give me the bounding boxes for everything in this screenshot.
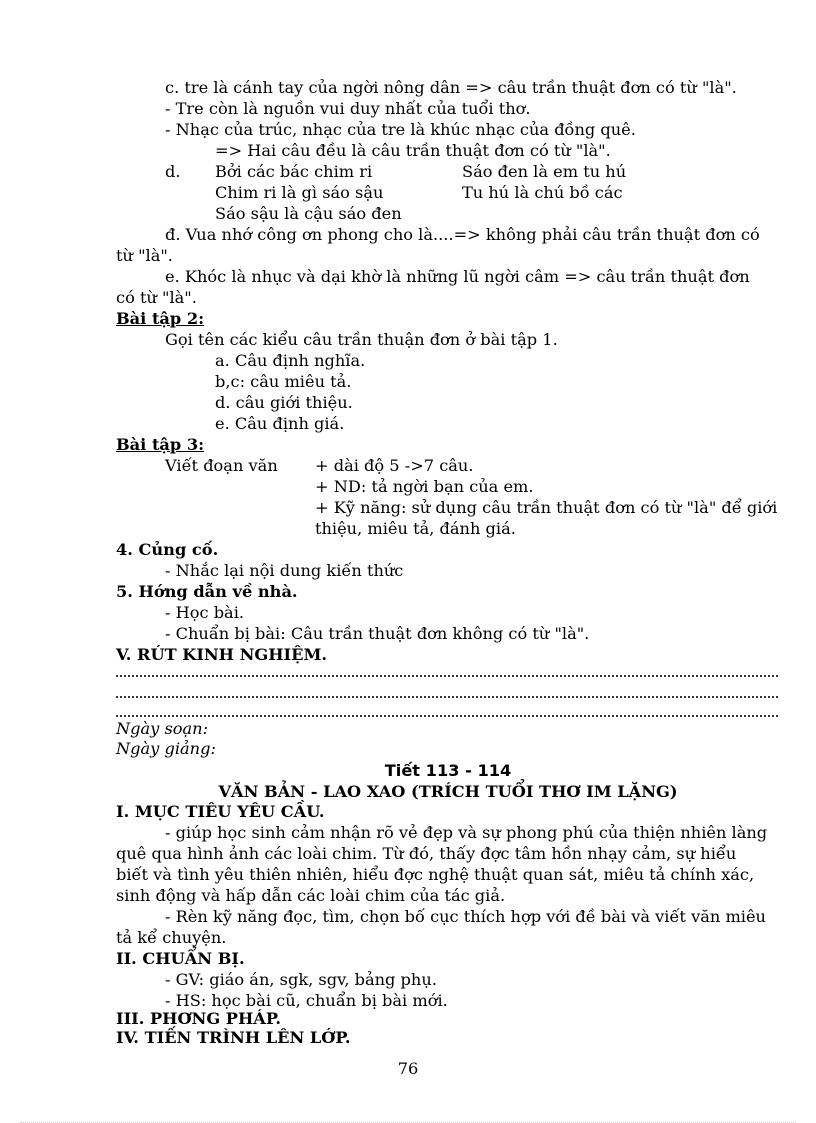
text-line: c. tre là cánh tay của ngời nông dân => câu trần thuật đơn có từ "là". xyxy=(165,78,737,97)
list-item: b,c: câu miêu tả. xyxy=(215,372,352,391)
text-line: - Nhạc của trúc, nhạc của tre là khúc nhạc của đồng quê. xyxy=(165,120,636,139)
item-label: d. xyxy=(165,162,181,181)
text-line: => Hai câu đều là câu trần thuật đơn có từ "là". xyxy=(215,141,611,160)
poem-line: Tu hú là chú bồ các xyxy=(462,183,623,202)
poem-line: Sáo sậu là cậu sáo đen xyxy=(215,204,402,223)
text-line: tả kể chuyện. xyxy=(116,928,227,947)
section-heading: III. PHƠNG PHÁP. xyxy=(116,1009,281,1028)
text-line: e. Khóc là nhục và dại khờ là những lũ ngời câm => câu trần thuật đơn xyxy=(165,267,750,286)
lesson-title: VĂN BẢN - LAO XAO (TRÍCH TUỔI THƠ IM LẶNG) xyxy=(218,782,678,801)
text-line: - Tre còn là nguồn vui duy nhất của tuổi thơ. xyxy=(165,99,531,118)
text-line: Gọi tên các kiểu câu trần thuận đơn ở bài tập 1. xyxy=(165,330,558,349)
text-line: đ. Vua nhớ công ơn phong cho là....=> không phải câu trần thuật đơn có xyxy=(165,225,760,244)
list-item: + Kỹ năng: sử dụng câu trần thuật đơn có từ "là" để giới xyxy=(315,498,778,517)
exercise-3-heading: Bài tập 3: xyxy=(116,435,205,454)
section-heading: I. MỤC TIÊU YÊU CẦU. xyxy=(116,802,325,821)
list-item: + ND: tả ngời bạn của em. xyxy=(315,477,534,496)
list-item: d. câu giới thiệu. xyxy=(215,393,353,412)
dotted-line xyxy=(116,673,778,677)
poem-line: Sáo đen là em tu hú xyxy=(462,162,627,181)
text-line: Viết đoạn văn xyxy=(165,456,278,475)
section-heading: IV. TIẾN TRÌNH LÊN LỚP. xyxy=(116,1028,351,1047)
exercise-2-heading: Bài tập 2: xyxy=(116,309,205,328)
text-line: có từ "là". xyxy=(116,288,197,307)
date-prepared-label: Ngày soạn: xyxy=(116,719,209,738)
text-line: - Nhắc lại nội dung kiến thức xyxy=(165,561,404,580)
poem-line: Bởi các bác chim ri xyxy=(215,162,373,181)
text-line: - GV: giáo án, sgk, sgv, bảng phụ. xyxy=(165,970,437,989)
text-line: - Chuẩn bị bài: Câu trần thuật đơn không có từ "là". xyxy=(165,624,590,643)
section-heading: 5. Hớng dẫn về nhà. xyxy=(116,582,298,601)
text-line: biết và tình yêu thiên nhiên, hiểu đợc nghệ thuật quan sát, miêu tả chính xác, xyxy=(116,865,755,884)
section-heading: 4. Củng cố. xyxy=(116,540,219,559)
list-item: a. Câu định nghĩa. xyxy=(215,351,366,370)
text-line: sinh động và hấp dẫn các loài chim của tác giả. xyxy=(116,886,506,905)
date-taught-label: Ngày giảng: xyxy=(116,739,216,758)
list-item: thiệu, miêu tả, đánh giá. xyxy=(315,519,516,538)
text-line: - HS: học bài cũ, chuẩn bị bài mới. xyxy=(165,991,448,1010)
poem-line: Chim ri là gì sáo sậu xyxy=(215,183,384,202)
section-heading: II. CHUẨN BỊ. xyxy=(116,949,245,968)
list-item: e. Câu định giá. xyxy=(215,414,345,433)
text-line: - giúp học sinh cảm nhận rõ vẻ đẹp và sự phong phú của thiện nhiên làng xyxy=(165,823,768,842)
page-number: 76 xyxy=(397,1059,419,1078)
dotted-line xyxy=(116,694,778,698)
section-heading: V. RÚT KINH NGHIỆM. xyxy=(116,645,327,664)
dotted-line xyxy=(116,713,778,717)
lesson-number: Tiết 113 - 114 xyxy=(384,761,512,780)
text-line: - Học bài. xyxy=(165,603,245,622)
text-line: từ "là". xyxy=(116,246,173,265)
text-line: quê qua hình ảnh các loài chim. Từ đó, thấy đợc tâm hồn nhạy cảm, sự hiểu xyxy=(116,844,737,863)
list-item: + dài độ 5 ->7 câu. xyxy=(315,456,474,475)
text-line: - Rèn kỹ năng đọc, tìm, chọn bố cục thích hợp với đề bài và viết văn miêu xyxy=(165,907,766,926)
